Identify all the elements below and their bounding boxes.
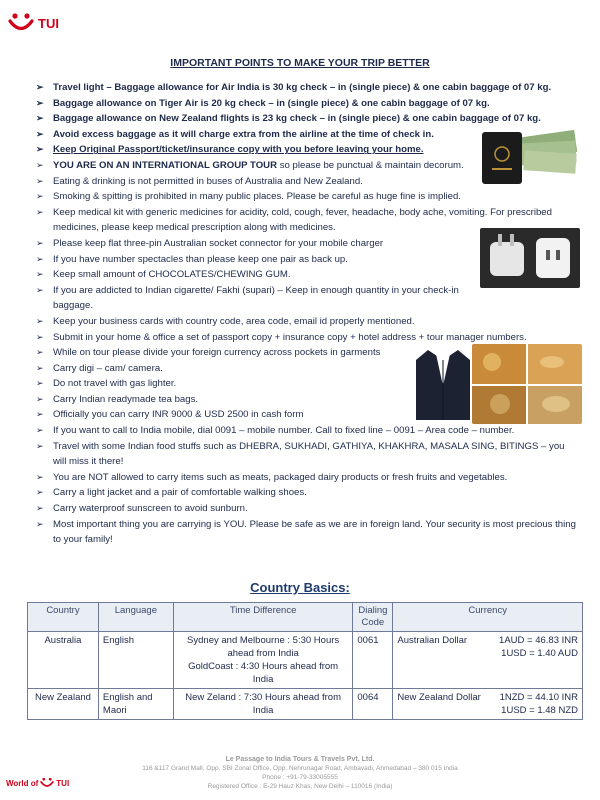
column-header: Language [98,603,173,632]
list-item: ➢ Keep medical kit with generic medicines for acidity, cold, cough, fever, headache, body ache, vomiting. For prescribed medicines, please keep medical prescription along with medicines. [36,206,552,234]
list-item: ➢ You are NOT allowed to carry items such as meats, packaged dairy products or fresh fruits and vegetables. [36,470,576,486]
currency-cell: New Zealand Dollar 1NZD = 44.10 INR 1USD = 1.48 NZD [393,689,583,720]
time-difference-cell: Sydney and Melbourne : 5:30 Hours ahead from India GoldCoast : 4:30 Hours ahead from India [173,632,353,689]
list-item: ➢ Travel light – Baggage allowance for Air India is 30 kg check – in (single piece) & one cabin baggage of 07 kg. [36,80,576,96]
tui-logo [8,10,59,36]
arrow-bullet-icon: ➢ [36,159,44,170]
column-header: Currency [393,603,583,632]
arrow-bullet-icon: ➢ [36,347,44,358]
arrow-bullet-icon: ➢ [36,175,44,186]
list-item: ➢ Baggage allowance on New Zealand flights is 23 kg check – in (single piece) & one cabin baggage of 07 kg. [36,111,576,127]
arrow-bullet-icon: ➢ [36,128,44,139]
list-item: ➢ Smoking & spitting is prohibited in many public places. Please be careful as huge fine is implied. [36,189,576,205]
footer-company: Le Passage to India Tours & Travels Pvt. Ltd. [225,756,375,763]
arrow-bullet-icon: ➢ [36,518,44,529]
dialing-code-cell: 0061 [353,632,393,689]
country-basics-table [27,602,583,720]
arrow-bullet-icon: ➢ [36,471,44,482]
footer-address: 116 &117 Grand Mall, Opp. SBI Zonal Office, Opp. Nehrunagar Road, Ambavadi, Ahmedabad – 380 015 India [142,765,458,772]
arrow-bullet-icon: ➢ [36,113,44,124]
list-item: ➢ Do not travel with gas lighter. [36,376,576,392]
arrow-bullet-icon: ➢ [36,487,44,498]
country-cell: New Zealand [28,689,99,720]
arrow-bullet-icon: ➢ [36,253,44,264]
time-difference-cell: New Zeland : 7:30 Hours ahead from India [173,689,353,720]
arrow-bullet-icon: ➢ [36,269,44,280]
tui-smile-icon [40,776,54,790]
list-item: ➢ Eating & drinking is not permitted in buses of Australia and New Zealand. [36,174,576,190]
list-item: ➢ Carry a light jacket and a pair of comfortable walking shoes. [36,485,576,501]
arrow-bullet-icon: ➢ [36,284,44,295]
list-item: ➢ Keep your business cards with country code, area code, email id properly mentioned. [36,314,576,330]
world-of-tui-logo: World of TUI [6,776,69,790]
list-item: ➢ Avoid excess baggage as it will charge extra from the airline at the time of check in. [36,127,576,143]
arrow-bullet-icon: ➢ [36,206,44,217]
passport-money-image [478,128,578,186]
table-header-row [28,603,583,632]
list-item: ➢ If you have number spectacles than please keep one pair as back up. [36,252,576,268]
list-item: ➢ Most important thing you are carrying is YOU. Please be safe as we are in foreign land. Your security is most precious thing to your family! [36,518,576,546]
list-item: ➢ Baggage allowance on Tiger Air is 20 kg check – in (single piece) & one cabin baggage of 07 kg. [36,96,576,112]
arrow-bullet-icon: ➢ [36,362,44,373]
tui-wordmark: TUI [38,15,59,31]
column-header: Dialing Code [353,603,393,632]
arrow-bullet-icon: ➢ [36,237,44,248]
arrow-bullet-icon: ➢ [36,331,44,342]
tui-smile-icon [8,10,34,36]
arrow-bullet-icon: ➢ [36,378,44,389]
list-item: ➢ If you are addicted to Indian cigarette/ Fakhi (supari) – Keep in enough quantity in your check-in baggage. [36,284,459,312]
list-item: ➢ Keep small amount of CHOCOLATES/CHEWING GUM. [36,267,576,283]
list-item: ➢ Travel with some Indian food stuffs such as DHEBRA, SUKHADI, GATHIYA, KHAKHRA, MASALA SING, BITINGS – you will miss it there! [36,440,565,468]
list-item: ➢ While on tour please divide your foreign currency across pockets in garments [36,345,576,361]
list-item: ➢ If you want to call to India mobile, dial 0091 – mobile number. Call to fixed line – 0091 – Area code – number. [36,423,576,439]
arrow-bullet-icon: ➢ [36,97,44,108]
arrow-bullet-icon: ➢ [36,393,44,404]
arrow-bullet-icon: ➢ [36,503,44,514]
table-row [28,689,583,720]
list-item: ➢ Keep Original Passport/ticket/insurance copy with you before leaving your home. [36,142,576,158]
arrow-bullet-icon: ➢ [36,191,44,202]
country-basics-heading: Country Basics: [250,580,350,595]
jacket-image [414,346,472,424]
column-header: Time Difference [173,603,353,632]
page-title: IMPORTANT POINTS TO MAKE YOUR TRIP BETTER [170,57,430,69]
list-item: ➢ Officially you can carry INR 9000 & USD 2500 in cash form [36,407,576,423]
arrow-bullet-icon: ➢ [36,440,44,451]
table-row [28,632,583,689]
language-cell: English and Maori [98,689,173,720]
list-item: ➢ Submit in your home & office a set of passport copy + insurance copy + hotel address + tour manager numbers. [36,330,576,346]
arrow-bullet-icon: ➢ [36,82,44,92]
arrow-bullet-icon: ➢ [36,425,44,436]
list-item: ➢ YOU ARE ON AN INTERNATIONAL GROUP TOUR so please be punctual & maintain decorum. [36,158,576,174]
language-cell: English [98,632,173,689]
country-cell: Australia [28,632,99,689]
currency-cell: Australian Dollar 1AUD = 46.83 INR 1USD = 1.40 AUD [393,632,583,689]
list-item: ➢ Carry digi – cam/ camera. [36,361,576,377]
list-item: ➢ Please keep flat three-pin Australian socket connector for your mobile charger [36,236,576,252]
dialing-code-cell: 0064 [353,689,393,720]
footer-registered-office: Registered Office : E-29 Hauz Khas, New Delhi – 110016 (India) [207,783,393,790]
list-item: ➢ Carry waterproof sunscreen to avoid sunburn. [36,501,576,517]
indian-snacks-image [472,344,582,424]
arrow-bullet-icon: ➢ [36,409,44,420]
arrow-bullet-icon: ➢ [36,144,44,155]
list-item: ➢ Carry Indian readymade tea bags. [36,392,576,408]
plug-adapter-image [480,228,580,288]
column-header: Country [28,603,99,632]
footer [0,755,600,791]
arrow-bullet-icon: ➢ [36,315,44,326]
footer-phone: Phone : +91-79-33005555 [262,774,338,781]
